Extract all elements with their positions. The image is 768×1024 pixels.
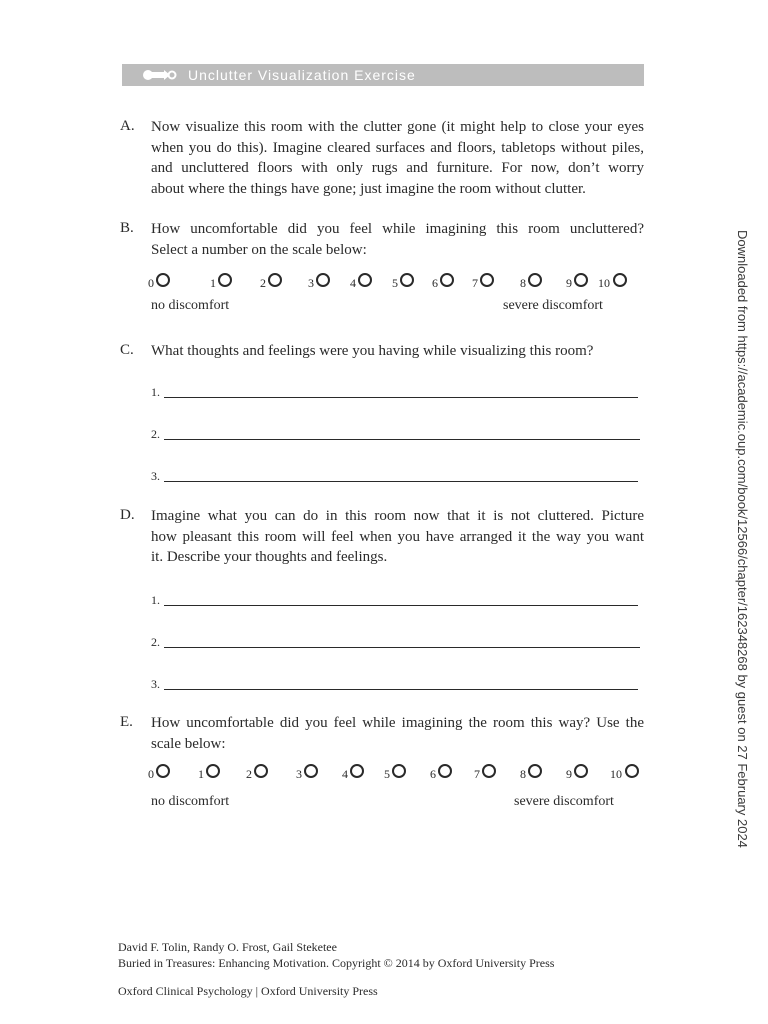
radio-circle-icon[interactable]: [625, 764, 639, 778]
answer-number: 3.: [151, 677, 160, 691]
radio-circle-icon[interactable]: [268, 273, 282, 287]
radio-circle-icon[interactable]: [358, 273, 372, 287]
answer-line[interactable]: [164, 605, 638, 606]
question-d-text: [151, 506, 644, 568]
scale-number: 5: [392, 276, 398, 290]
answer-number: 2.: [151, 427, 160, 441]
radio-circle-icon[interactable]: [350, 764, 364, 778]
question-line: What thoughts and feelings were you having while visualizing this room?: [151, 343, 594, 359]
section-title: Unclutter Visualization Exercise: [188, 67, 416, 83]
radio-circle-icon[interactable]: [480, 273, 494, 287]
scale-number: 8: [520, 767, 526, 781]
scale-number: 5: [384, 767, 390, 781]
radio-circle-icon[interactable]: [528, 764, 542, 778]
radio-circle-icon[interactable]: [482, 764, 496, 778]
key-icon: [142, 68, 178, 82]
scale-number: 2: [260, 276, 266, 290]
scale-number: 3: [296, 767, 302, 781]
answer-line[interactable]: [164, 689, 638, 690]
answer-number: 2.: [151, 635, 160, 649]
scale-number: 2: [246, 767, 252, 781]
answer-c-2: [151, 427, 641, 443]
scale-e-low-label: no discomfort: [151, 794, 230, 809]
question-a-letter: A.: [120, 118, 135, 134]
scale-number: 3: [308, 276, 314, 290]
answer-number: 1.: [151, 593, 160, 607]
scale-number: 9: [566, 767, 572, 781]
footer-book: Buried in Treasures: Enhancing Motivation. Copyright © 2014 by Oxford University Press: [118, 956, 555, 970]
question-b-text: [151, 219, 644, 260]
question-a-text: [151, 117, 644, 199]
scale-number: 7: [474, 767, 480, 781]
question-line: how pleasant this room will feel when you have arranged it the way you want: [151, 528, 644, 545]
radio-circle-icon[interactable]: [574, 764, 588, 778]
answer-line[interactable]: [164, 481, 638, 482]
answer-line[interactable]: [164, 397, 638, 398]
answer-c-1: [151, 385, 641, 401]
scale-b-high-label: severe discomfort: [503, 298, 603, 313]
question-line: scale below:: [151, 735, 226, 752]
discomfort-scale-b: [148, 270, 648, 292]
footer-authors: David F. Tolin, Randy O. Frost, Gail Steketee: [118, 940, 337, 954]
section-header: [122, 64, 644, 86]
question-e-text: [151, 713, 644, 754]
answer-c-3: [151, 469, 641, 485]
scale-number: 4: [350, 276, 356, 290]
scale-number: 6: [430, 767, 436, 781]
scale-number: 6: [432, 276, 438, 290]
answer-d-2: [151, 635, 641, 651]
radio-circle-icon[interactable]: [316, 273, 330, 287]
scale-number: 10: [610, 767, 622, 781]
answer-number: 3.: [151, 469, 160, 483]
scale-number: 0: [148, 767, 154, 781]
radio-circle-icon[interactable]: [218, 273, 232, 287]
answer-line[interactable]: [164, 647, 640, 648]
question-line: Now visualize this room with the clutter gone (it might help to close your eyes: [151, 119, 644, 135]
radio-circle-icon[interactable]: [574, 273, 588, 287]
question-line: Imagine what you can do in this room now that it is not cluttered. Picture: [151, 508, 644, 524]
scale-number: 0: [148, 276, 154, 290]
radio-circle-icon[interactable]: [254, 764, 268, 778]
scale-number: 4: [342, 767, 348, 781]
answer-d-3: [151, 677, 641, 693]
question-line: about where the things have gone; just imagine the room without clutter.: [151, 180, 586, 197]
question-line: How uncomfortable did you feel while imagining the room this way? Use the: [151, 715, 644, 731]
radio-circle-icon[interactable]: [392, 764, 406, 778]
scale-number: 10: [598, 276, 610, 290]
question-c-letter: C.: [120, 342, 134, 358]
discomfort-scale-e: [148, 761, 648, 783]
question-line: How uncomfortable did you feel while imagining this room uncluttered?: [151, 221, 644, 237]
radio-circle-icon[interactable]: [528, 273, 542, 287]
download-watermark: Downloaded from https://academic.oup.com/book/12566/chapter/162348268 by guest on 27 February 2024: [735, 230, 750, 848]
question-line: Select a number on the scale below:: [151, 241, 367, 258]
radio-circle-icon[interactable]: [206, 764, 220, 778]
radio-circle-icon[interactable]: [304, 764, 318, 778]
footer-publisher: Oxford Clinical Psychology | Oxford University Press: [118, 984, 378, 998]
radio-circle-icon[interactable]: [400, 273, 414, 287]
scale-number: 1: [210, 276, 216, 290]
question-line: when you do this). Imagine cleared surfaces and floors, tabletops without piles,: [151, 139, 644, 156]
answer-number: 1.: [151, 385, 160, 399]
question-b-letter: B.: [120, 220, 134, 236]
scale-number: 8: [520, 276, 526, 290]
radio-circle-icon[interactable]: [438, 764, 452, 778]
answer-d-1: [151, 593, 641, 609]
scale-number: 1: [198, 767, 204, 781]
answer-line[interactable]: [164, 439, 640, 440]
scale-number: 9: [566, 276, 572, 290]
radio-circle-icon[interactable]: [440, 273, 454, 287]
question-line: it. Describe your thoughts and feelings.: [151, 549, 388, 565]
question-c-text: [151, 341, 644, 362]
question-d-letter: D.: [120, 507, 135, 523]
radio-circle-icon[interactable]: [613, 273, 627, 287]
scale-number: 7: [472, 276, 478, 290]
radio-circle-icon[interactable]: [156, 764, 170, 778]
question-e-letter: E.: [120, 714, 133, 730]
scale-e-high-label: severe discomfort: [514, 794, 614, 809]
question-line: and uncluttered floors with only rugs and furniture. For now, don’t worry: [151, 160, 644, 176]
scale-b-low-label: no discomfort: [151, 298, 230, 313]
radio-circle-icon[interactable]: [156, 273, 170, 287]
